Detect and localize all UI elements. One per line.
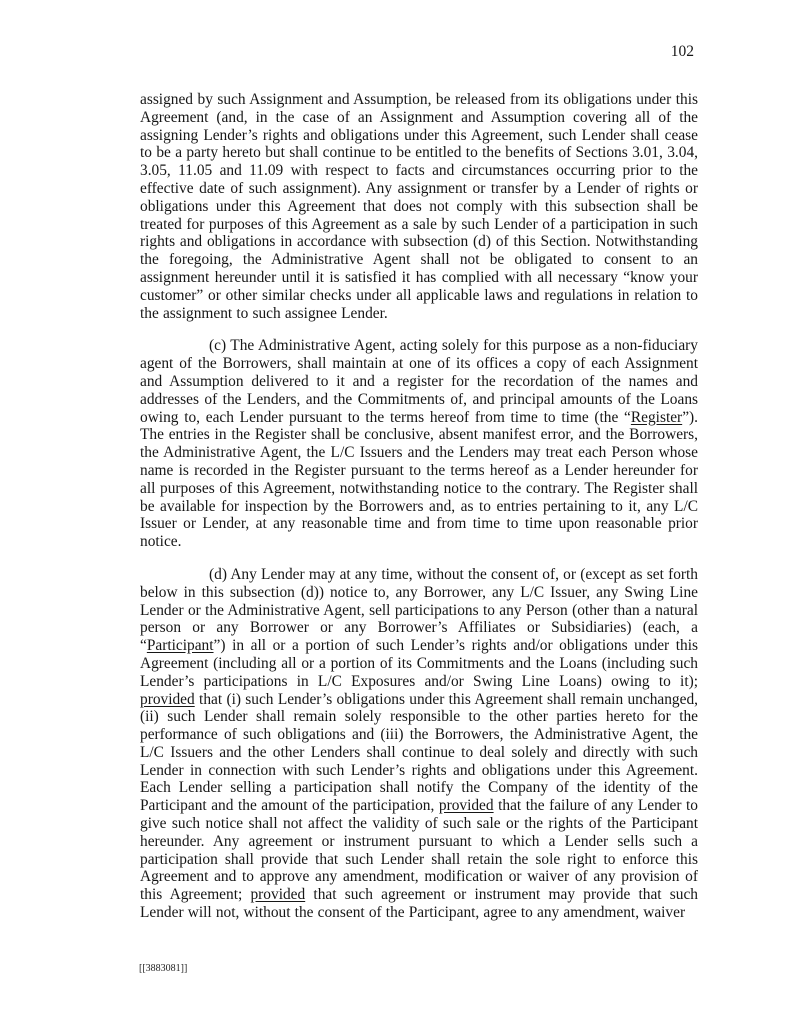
text-run: ”). The entries in the Register shall be conclusive, absent manifest error, and the Borrowers, the Administrative Agent, the L/C Issuers and the Lenders may treat each Person whose name is recorded in the Register pursuant to the terms hereof as a Lender hereunder for all purposes of this Agreement, notwithstanding notice to the contrary. The Register shall be available for inspection by the Borrowers and, as to entries pertaining to it, any L/C Issuer or Lender, at any reasonable time and from time to time upon reasonable prior notice. — [140, 408, 698, 551]
footer-document-id: [[3883081]] — [139, 963, 188, 974]
text-run: assigned by such Assignment and Assumption, be released from its obligations under this Agreement (and, in the case of an Assignment and Assumption covering all of the assigning Lender’s rights and obligations under this Agreement, such Lender shall cease to be a party hereto but shall continue to be entitled to the benefits of Sections 3.01, 3.04, 3.05, 11.05 and 11.09 with respect to facts and circumstances occurring prior to the effective date of such assignment). Any assignment or transfer by a Lender of rights or obligations under this Agreement that does not comply with this subsection shall be treated for purposes of this Agreement as a sale by such Lender of a participation in such rights and obligations in accordance with subsection (d) of this Section. Notwithstanding the foregoing, the Administrative Agent shall not be obligated to consent to an assignment hereunder until it is satisfied it has complied with all necessary “know your customer” or other similar checks under all applicable laws and regulations in relation to the assignment to such assignee Lender. — [140, 91, 698, 322]
proviso-term: provided — [438, 797, 494, 815]
text-run: (c) The Administrative Agent, acting solely for this purpose as a non-fiduciary agent of the Borrowers, shall maintain at one of its offices a copy of each Assignment and Assumption delivered to it and a register for the recordation of the names and addresses of the Lenders, and the Commitments of, and principal amounts of the Loans owing to, each Lender pursuant to the terms hereof from time to time (the “ — [140, 337, 698, 426]
text-run: that (i) such Lender’s obligations under this Agreement shall remain unchanged, (ii) such Lender shall remain solely responsible to the other parties hereto for the performance of such obligations and (iii) the Borrowers, the Administrative Agent, the L/C Issuers and the other Lenders shall continue to deal solely and directly with such Lender in connection with such Lender’s rights and obligations under this Agreement. Each Lender selling a participation shall notify the Company of the identity of the Participant and the amount of the participation, — [140, 690, 698, 815]
text-run: ”) in all or a portion of such Lender’s rights and/or obligations under this Agreement (including all or a portion of its Commitments and the Loans (including such Lender’s participations in L/C Exposures and/or Swing Line Loans) owing to it); — [140, 637, 698, 690]
paragraph-subsection-c — [140, 337, 698, 551]
page-number: 102 — [670, 43, 694, 60]
text-run: that such agreement or instrument may provide that such Lender will not, without the consent of the Participant, agree to any amendment, waiver — [140, 886, 698, 922]
paragraph-subsection-d — [140, 566, 698, 922]
defined-term-participant: Participant — [146, 637, 214, 655]
text-run: that the failure of any Lender to give such notice shall not affect the validity of such sale or the rights of the Participant hereunder. Any agreement or instrument pursuant to which a Lender sells such a participation shall provide that such Lender shall retain the sole right to enforce this Agreement and to approve any amendment, modification or waiver of any provision of this Agreement; — [140, 797, 698, 904]
document-body — [140, 91, 698, 937]
defined-term-register: Register — [630, 408, 683, 426]
proviso-term: provided — [250, 886, 306, 904]
paragraph-continuation — [140, 91, 698, 322]
text-run: (d) Any Lender may at any time, without the consent of, or (except as set forth below in this subsection (d)) notice to, any Borrower, any L/C Issuer, any Swing Line Lender or the Administrative Agent, sell participations to any Person (other than a natural person or any Borrower or any Borrower’s Affiliates or Subsidiaries) (each, a “ — [140, 565, 698, 655]
proviso-term: provided — [140, 690, 195, 708]
